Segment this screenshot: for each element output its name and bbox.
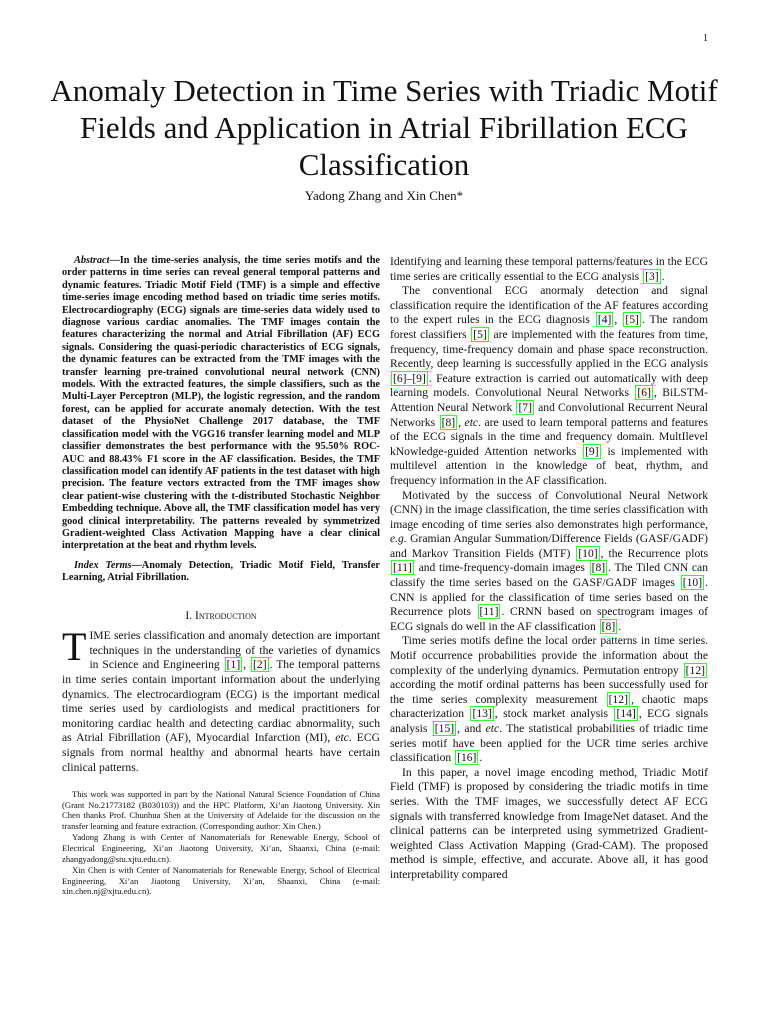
index-terms bbox=[62, 560, 380, 585]
text: , and bbox=[457, 722, 486, 735]
text: , ECG signals analysis bbox=[390, 707, 708, 735]
intro-text-1: IME series classification and anomaly detection are important techniques in the understanding of the varieties of dynamics in Science and Engineering bbox=[89, 629, 380, 672]
paper-title: Anomaly Detection in Time Series with Triadic Motif Fields and Application in Atrial Fibrillation ECG Classification bbox=[50, 73, 718, 182]
text: and Convolutional Recurrent Neural Networks bbox=[390, 400, 708, 429]
citation-link[interactable]: [5] bbox=[625, 313, 639, 327]
body-paragraph-5: In this paper, a novel image encoding method, Triadic Motif Field (TMF) is proposed by considering the triadic motifs in time series. With the TMF images, we successfully detect AF ECG signals with transferred knowledge from ImageNet dataset. And the clinical patterns can be interpreted using symmetrized Gradient-weighted Class Activation Mapping (Grad-CAM). The proposed method is simple, effective, and accurate. Above all, it has good interpretability compared bbox=[390, 765, 708, 881]
citation-link[interactable]: [2] bbox=[253, 658, 267, 672]
drop-cap: T bbox=[62, 624, 87, 670]
footnote-funding: This work was supported in part by the National Natural Science Foundation of China (Grant No.21773182 (B030103)) and the HPC Platform, Xi’an Jiaotong University. Xin Chen thanks Prof. Chunhua Shen at the University of Adelaide for the discussion on the transfer learning and feature extraction. (Corresponding author: Xin Chen.) bbox=[62, 789, 380, 831]
abstract-text: —In the time-series analysis, the time series motifs and the order patterns in time series can reveal general temporal patterns and dynamic features. Triadic Motif Field (TMF) is a simple and effective time-series image encoding method based on triadic time series motifs. Electrocardiography (ECG) signals are time-series data widely used to diagnose various cardiac anomalies. The TMF images contain the features characterizing the normal and Atrial Fibrillation (AF) ECG signals. Considering the quasi-periodic characteristics of ECG signals, the dynamic features can be extracted from the TMF images with the transfer learning pre-trained convolutional neural network (CNN) models. With the extracted features, the simple classifiers, such as the Multi-Layer Perceptron (MLP), the logistic regression, and the random forest, can be applied for accurate anomaly detection. With the test dataset of the PhysioNet Challenge 2017 database, the TMF classification model with the VGG16 transfer learning model and MLP classifier demonstrates the best performance with the 95.50% ROC-AUC and 88.43% F1 score in the AF classification. Besides, the TMF classification model can identify AF patients in the test dataset with high precision. The feature vectors extracted from the TMF images show clear patient-wise clustering with the t-distributed Stochastic Neighbor Embedding technique. Above all, the TMF classification model has very good clinical interpretability. The patterns revealed by symmetrized Gradient-weighted Class Activation Mapping have a clear clinical interpretation at the beat and rhythm levels. bbox=[62, 255, 380, 552]
text: Gramian Angular Summation/Difference Fields (GASF/GADF) and Markov Transition Fields (MTF) bbox=[390, 532, 708, 560]
text: , chaotic maps characterization bbox=[390, 692, 708, 721]
citation-link[interactable]: [8] bbox=[441, 415, 456, 429]
text: , stock market analysis bbox=[494, 707, 614, 721]
citation-link[interactable]: [11] bbox=[479, 605, 499, 619]
text: according the motif ordinal patterns has been successfully used for the time series complexity measurement bbox=[390, 678, 708, 706]
text: . bbox=[479, 751, 483, 765]
citation-link[interactable]: [8] bbox=[591, 561, 606, 575]
index-terms-label: Index Terms bbox=[74, 559, 132, 571]
body-paragraph-3 bbox=[390, 489, 708, 635]
citation-link[interactable]: [16] bbox=[457, 751, 477, 765]
left-column bbox=[62, 255, 380, 898]
section-title: Introduction bbox=[195, 608, 257, 622]
text: . bbox=[661, 269, 665, 283]
text-italic: etc bbox=[485, 722, 500, 735]
body-paragraph-1 bbox=[390, 255, 708, 284]
text: and time-frequency-domain images bbox=[414, 561, 589, 575]
citation-link[interactable]: [7] bbox=[518, 400, 532, 414]
text: is implemented with multilevel attention in the knowledge of beat, rhythm, and frequency information in the AF classification. bbox=[390, 444, 708, 487]
citation-link[interactable]: [9] bbox=[585, 444, 599, 458]
text: . CRNN based on spectrogram images of ECG signals do well in the AF classification bbox=[390, 605, 708, 633]
footnote-author-1: Yadong Zhang is with Center of Nanomaterials for Renewable Energy, School of Electrical Engineering, Xi’an Jiaotong University, Xi’an, Shaanxi, China (e-mail: zhangyadong@stu.xjtu.edu.cn). bbox=[62, 832, 380, 864]
text: . Feature extraction is carried out automatically with deep learning models. Convolutional Neural Networks bbox=[390, 371, 708, 400]
text-italic: etc bbox=[464, 415, 479, 429]
page-number: 1 bbox=[703, 33, 708, 44]
citation-link[interactable]: [12] bbox=[608, 692, 628, 706]
intro-paragraph bbox=[62, 624, 380, 775]
abstract bbox=[62, 255, 380, 553]
intro-text-2: , bbox=[243, 658, 251, 672]
text: are implemented with the features from time, frequency, time-frequency domain and phase space reconstruction. Recently, deep learning is successfully applied in the ECG analysis bbox=[390, 327, 708, 371]
citation-link[interactable]: [10] bbox=[682, 576, 703, 590]
section-heading-introduction bbox=[62, 609, 380, 624]
citation-link[interactable]: [5] bbox=[473, 327, 487, 341]
citation-link[interactable]: [12] bbox=[685, 663, 705, 677]
citation-link[interactable]: [15] bbox=[434, 722, 455, 735]
section-numeral: I. bbox=[185, 608, 193, 622]
text: . are used to learn temporal patterns and features of the ECG signals in the time and frequency domain. MultIlevel kNowledge-guided Attention networks bbox=[390, 415, 709, 458]
text: . CNN is applied for the classification of time series based on the Recurrence plots bbox=[390, 576, 708, 619]
text: The conventional ECG anormaly detection and signal classification require the identification of the AF features according to the expert rules in the ECG diagnosis bbox=[390, 284, 708, 327]
text: , bbox=[458, 415, 465, 429]
text: Motivated by the success of Convolutional Neural Network (CNN) in the image classification, the time series classification with image encoding of time series also demonstrates high performance, bbox=[390, 488, 708, 531]
citation-link[interactable]: [11] bbox=[393, 561, 412, 575]
text: , bbox=[614, 313, 623, 327]
citation-link[interactable]: [1] bbox=[226, 658, 241, 672]
footnotes bbox=[62, 789, 380, 897]
abstract-label: Abstract bbox=[74, 255, 110, 266]
intro-text-3: . The temporal patterns in time series contain important information about the underlying dynamics. The electrocardiogram (ECG) is the important medical time series used by cardiologists and medical practitioners for monitoring cardiac health and detecting cardiac abnormality, such as Atrial Fibrillation (AF), Myocardial Infarction (MI), bbox=[62, 658, 380, 745]
text: . The random forest classifiers bbox=[390, 313, 708, 341]
text: Identifying and learning these temporal patterns/features in the ECG time series are critically essential to the ECG analysis bbox=[390, 255, 708, 283]
text-italic: e.g. bbox=[390, 532, 407, 546]
citation-link[interactable]: [6] bbox=[637, 386, 651, 400]
body-paragraph-4 bbox=[390, 634, 708, 765]
right-column bbox=[390, 255, 708, 883]
citation-link[interactable]: [13] bbox=[472, 707, 492, 721]
citation-link[interactable]: [10] bbox=[578, 546, 598, 560]
text: . bbox=[618, 619, 622, 633]
citation-link[interactable]: [4] bbox=[597, 313, 612, 327]
body-paragraph-2 bbox=[390, 284, 708, 488]
citation-link[interactable]: [14] bbox=[616, 707, 636, 721]
intro-etc: etc bbox=[335, 731, 349, 745]
text: , BiLSTM-Attention Neural Network bbox=[390, 386, 708, 414]
intro-text-4: . ECG signals from normal healthy and abnormal hearts have certain clinical patterns. bbox=[62, 731, 380, 774]
index-terms-text: —Anomaly Detection, Triadic Motif Field, Transfer Learning, Atrial Fibrillation. bbox=[62, 559, 380, 584]
authors: Yadong Zhang and Xin Chen* bbox=[304, 188, 464, 203]
text: . The statistical probabilities of triadic time series motif have been applied for the UCR time series archive classification bbox=[390, 722, 709, 765]
text: Time series motifs define the local order patterns in time series. Motif occurrence probabilities provide the information about the complexity of the underlying dynamics. Permutation entropy bbox=[390, 634, 708, 677]
text: , the Recurrence plots bbox=[600, 546, 708, 560]
text: . The Tiled CNN can classify the time series based on the GASF/GADF images bbox=[390, 561, 708, 590]
citation-link[interactable]: [3] bbox=[645, 269, 659, 283]
footnote-author-2: Xin Chen is with Center of Nanomaterials for Renewable Energy, School of Electrical Engineering, Xi’an Jiaotong University, Xi’an, Shaanxi, China (e-mail: xin.chen.nj@xjtu.edu.cn). bbox=[62, 865, 380, 897]
citation-link[interactable]: [8] bbox=[601, 619, 616, 633]
citation-link[interactable]: [6]–[9] bbox=[393, 371, 426, 385]
